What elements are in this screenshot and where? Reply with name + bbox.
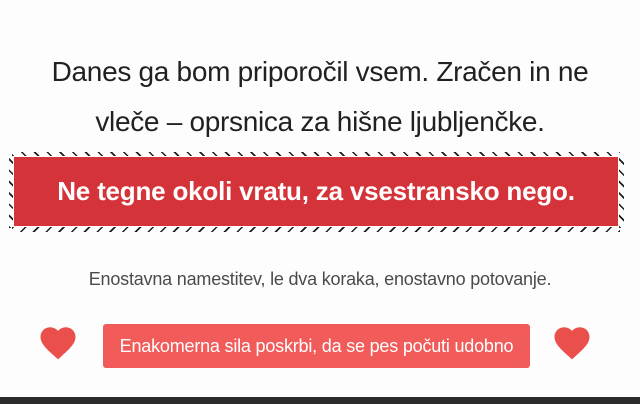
headline-line-2: vleče – oprsnica za hišne ljubljenčke. [95,106,545,137]
stitch-border-left [9,155,13,228]
heart-icon-shape [41,327,76,359]
stitch-border-top [12,152,620,156]
subtext: Enostavna namestitev, le dva koraka, enostavno potovanje. [88,269,552,289]
cta-button-label: Enakomerna sila poskrbi, da se pes počuti udobno [119,335,514,356]
claim-banner [14,157,618,226]
heart-icon [551,322,593,364]
stitch-border-bottom [12,227,620,232]
bottom-bar [0,397,640,404]
heart-icon [37,322,79,364]
stitch-border-right [619,155,624,228]
cta-button[interactable] [103,324,530,368]
claim-banner-text: Ne tegne okoli vratu, za vsestransko nego. [57,176,575,206]
heart-icon-shape [555,327,590,359]
headline-line-1: Danes ga bom priporočil vsem. Zračen in ne [51,56,589,87]
headline [0,47,640,147]
